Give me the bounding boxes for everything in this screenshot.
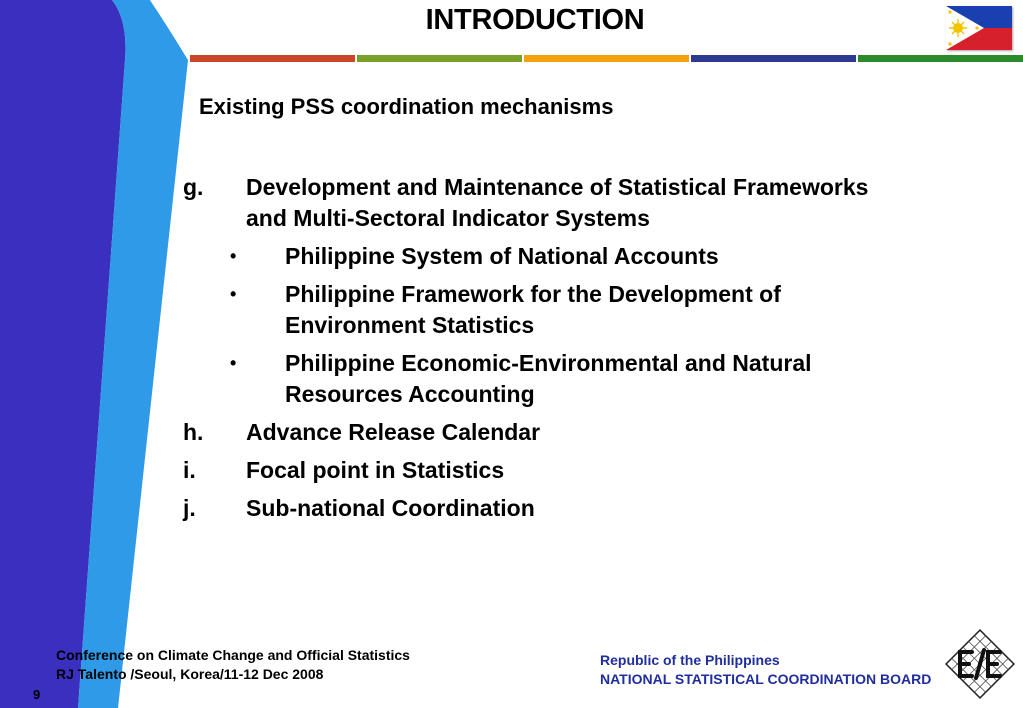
stripe-orange (524, 55, 689, 62)
nscb-logo-icon (942, 628, 1018, 700)
bullet-marker: • (230, 284, 237, 304)
stripe-navy (691, 55, 856, 62)
sub-bullet-item (183, 348, 983, 410)
org-name: NATIONAL STATISTICAL COORDINATION BOARD (600, 671, 932, 687)
presenter-info: RJ Talento /Seoul, Korea/11-12 Dec 2008 (56, 666, 324, 682)
org-country: Republic of the Philippines (600, 652, 780, 668)
bullet-text: Philippine Framework for the Development of (285, 281, 781, 307)
stripe-darkgreen (858, 55, 1023, 62)
bullet-text: Philippine System of National Accounts (285, 243, 719, 269)
stripe-red (190, 55, 355, 62)
bullet-text: Philippine Economic-Environmental and Natural (285, 350, 812, 376)
list-item-text: Focal point in Statistics (246, 457, 505, 483)
list-item-text: Development and Maintenance of Statistical Frameworks (246, 174, 869, 200)
list-item-h (183, 417, 983, 448)
list-marker: h. (183, 419, 204, 445)
section-subtitle: Existing PSS coordination mechanisms (199, 94, 614, 119)
conference-footer (56, 646, 410, 684)
list-marker: g. (183, 174, 204, 200)
organization-footer (600, 651, 931, 689)
outline-list (183, 172, 983, 531)
sub-bullet-item (183, 279, 983, 341)
list-item-g (183, 172, 983, 234)
slide-title: INTRODUCTION (425, 4, 645, 36)
header-color-stripes (190, 55, 1023, 62)
philippine-flag-icon (946, 6, 1012, 50)
list-item-text: Sub-national Coordination (246, 495, 535, 521)
conference-name: Conference on Climate Change and Official Statistics (56, 647, 410, 663)
bullet-text: Environment Statistics (285, 312, 535, 338)
stripe-green (357, 55, 522, 62)
bullet-marker: • (230, 353, 237, 373)
list-item-i (183, 455, 983, 486)
list-item-j (183, 493, 983, 524)
list-item-text: Advance Release Calendar (246, 419, 541, 445)
sub-bullet-item (183, 241, 983, 272)
list-marker: i. (183, 457, 196, 483)
left-decorative-band (0, 0, 200, 708)
bullet-text: Resources Accounting (285, 381, 535, 407)
list-item-text: and Multi-Sectoral Indicator Systems (246, 205, 650, 231)
page-number: 9 (33, 687, 41, 702)
bullet-marker: • (230, 246, 237, 266)
list-marker: j. (183, 495, 196, 521)
